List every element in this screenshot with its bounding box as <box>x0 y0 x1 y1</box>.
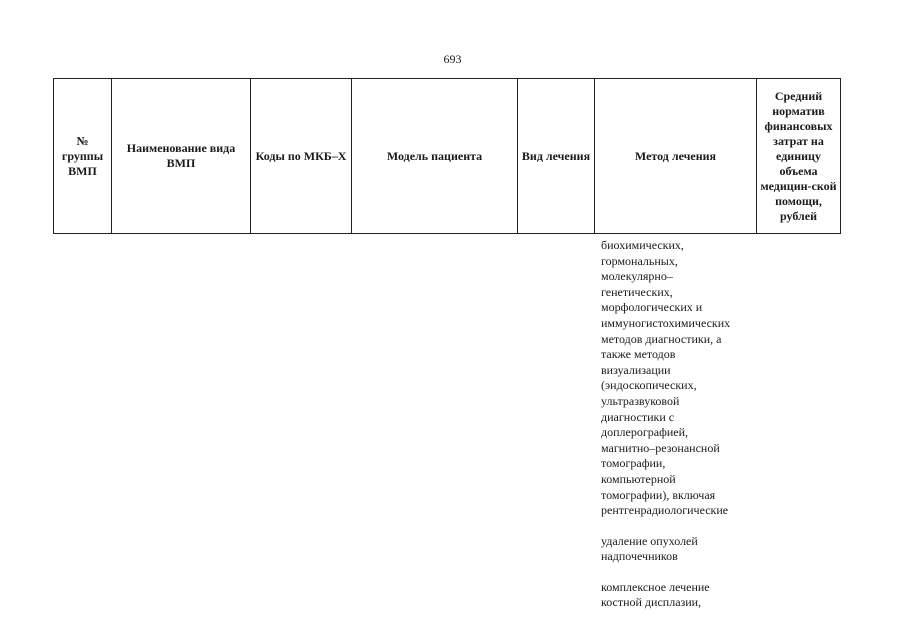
header-average-cost: Средний норматив финансовых затрат на единицу объема медицин-ской помощи, рублей <box>757 79 841 234</box>
header-group-number: № группы ВМП <box>54 79 112 234</box>
header-table <box>53 78 841 234</box>
header-vmp-name: Наименование вида ВМП <box>112 79 251 234</box>
page-number: 693 <box>443 52 462 66</box>
header-treatment-type: Вид лечения <box>518 79 595 234</box>
header-icd-codes: Коды по МКБ–Х <box>251 79 352 234</box>
header-row <box>54 79 841 234</box>
header-treatment-method: Метод лечения <box>595 79 757 234</box>
method-paragraph-diagnostics: биохимических, гормональных, молекулярно– генетических, морфологических и иммуногистохимических методов диагностики, а также методов визуализации (эндоскопических, ультразвуковой диагностики с доплерографией, магнитно–резонансной томографии, компьютерной томографии), включая рентгенрадиологические <box>601 238 731 518</box>
treatment-method-text <box>601 238 761 626</box>
method-paragraph-adrenal-removal: удаление опухолей надпочечников <box>601 533 698 564</box>
header-patient-model: Модель пациента <box>352 79 518 234</box>
method-paragraph-bone-dysplasia: комплексное лечение костной дисплазии, <box>601 579 710 610</box>
